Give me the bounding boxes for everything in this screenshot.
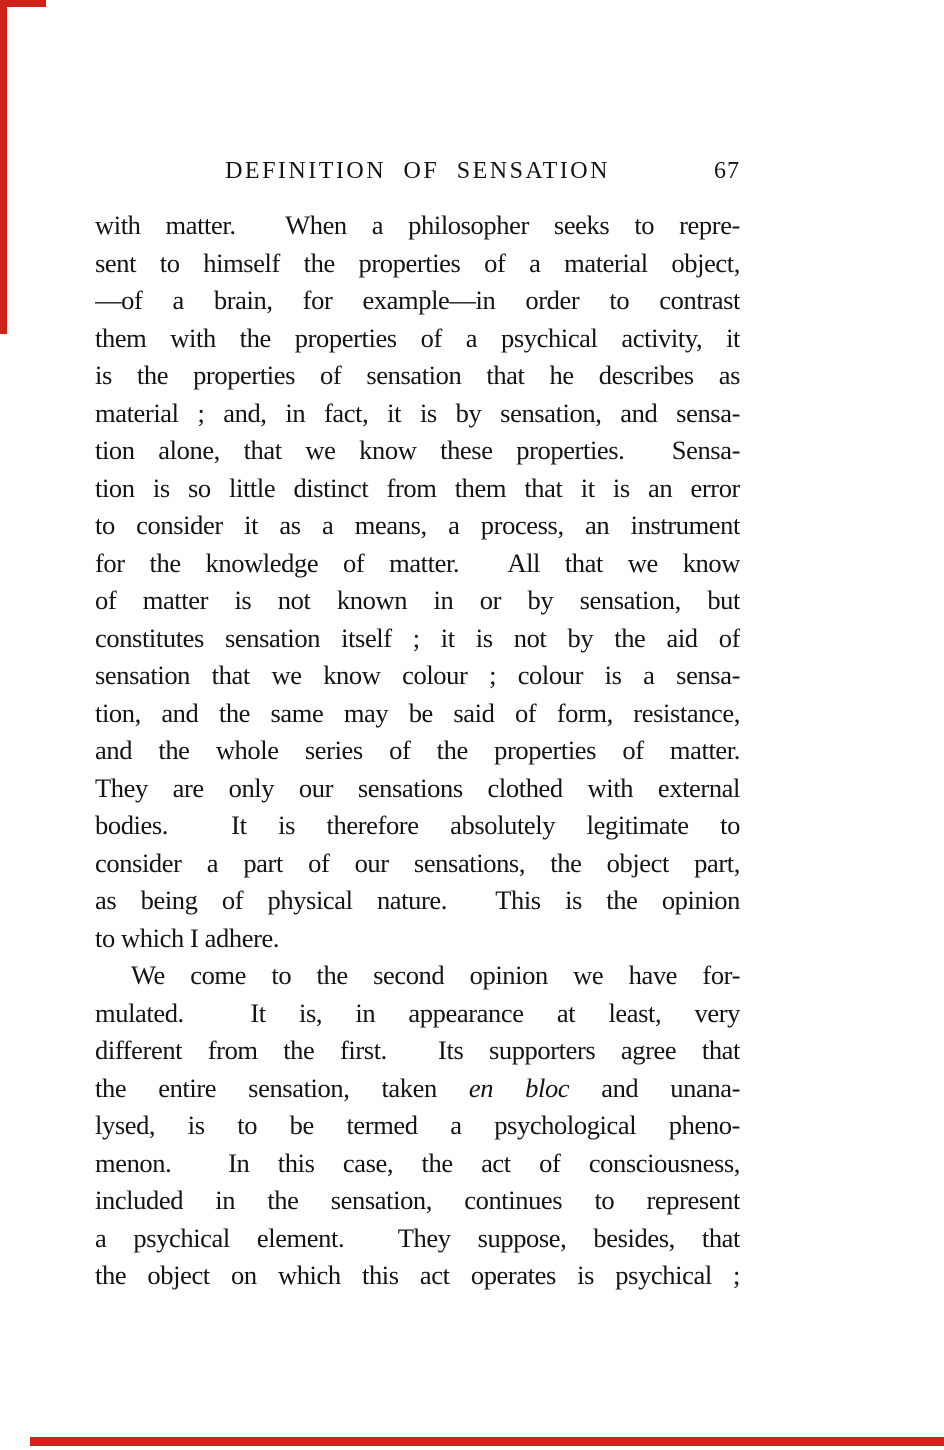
- text-line: sent to himself the properties of a material object,: [95, 247, 740, 278]
- text-line: for the knowledge of matter. All that we know: [95, 547, 740, 578]
- text-line: sensation that we know colour ; colour is a sensa-: [95, 660, 740, 690]
- text-line: bodies. It is therefore absolutely legitimate to: [95, 810, 740, 840]
- text-line: constitutes sensation itself ; it is not by the aid of: [95, 622, 740, 653]
- text-line: of matter is not known in or by sensation, but: [95, 585, 740, 615]
- text-line: —of a brain, for example—in order to contrast: [95, 285, 740, 315]
- paragraph: [95, 207, 740, 957]
- text-line: lysed, is to be termed a psychological pheno-: [95, 1110, 740, 1140]
- text-line: to consider it as a means, a process, an instrument: [95, 510, 740, 540]
- text-line: included in the sensation, continues to represent: [95, 1185, 740, 1215]
- text-line: material ; and, in fact, it is by sensation, and sensa-: [95, 397, 740, 428]
- text-line: mulated. It is, in appearance at least, very: [95, 997, 740, 1028]
- text-line: tion alone, that we know these properties. Sensa-: [95, 435, 740, 465]
- running-head: [95, 158, 740, 188]
- italic-phrase: en bloc: [468, 1072, 570, 1103]
- text-line: tion, and the same may be said of form, resistance,: [95, 697, 740, 728]
- scan-edge-artifact-bottom: [30, 1437, 944, 1446]
- text-line: consider a part of our sensations, the object part,: [95, 847, 740, 878]
- text-line: the object on which this act operates is psychical ;: [95, 1260, 740, 1290]
- body-text: [95, 207, 740, 1295]
- text-line: with matter. When a philosopher seeks to repre-: [95, 210, 740, 240]
- text-line: to which I adhere.: [95, 922, 280, 953]
- running-title: DEFINITION OF SENSATION: [225, 158, 610, 184]
- text-line: They are only our sensations clothed with external: [95, 772, 740, 803]
- text-line: is the properties of sensation that he describes as: [95, 360, 740, 390]
- text-segment: the entire sensation, taken: [95, 1072, 469, 1103]
- scan-edge-artifact-top: [0, 0, 46, 7]
- text-line: [95, 1070, 740, 1108]
- text-line: as being of physical nature. This is the opinion: [95, 885, 740, 915]
- text-line: different from the first. Its supporters agree that: [95, 1035, 740, 1065]
- text-line: a psychical element. They suppose, besides, that: [95, 1222, 740, 1253]
- text-line: and the whole series of the properties of matter.: [95, 735, 740, 765]
- text-line: We come to the second opinion we have for-: [131, 960, 740, 990]
- text-line: menon. In this case, the act of consciousness,: [95, 1147, 740, 1178]
- text-segment: and unana-: [569, 1072, 740, 1103]
- text-line: them with the properties of a psychical activity, it: [95, 322, 740, 353]
- page-number: 67: [714, 158, 740, 184]
- scan-edge-artifact-left: [0, 0, 7, 334]
- text-line: tion is so little distinct from them that it is an error: [95, 472, 740, 503]
- paragraph: [95, 957, 740, 1295]
